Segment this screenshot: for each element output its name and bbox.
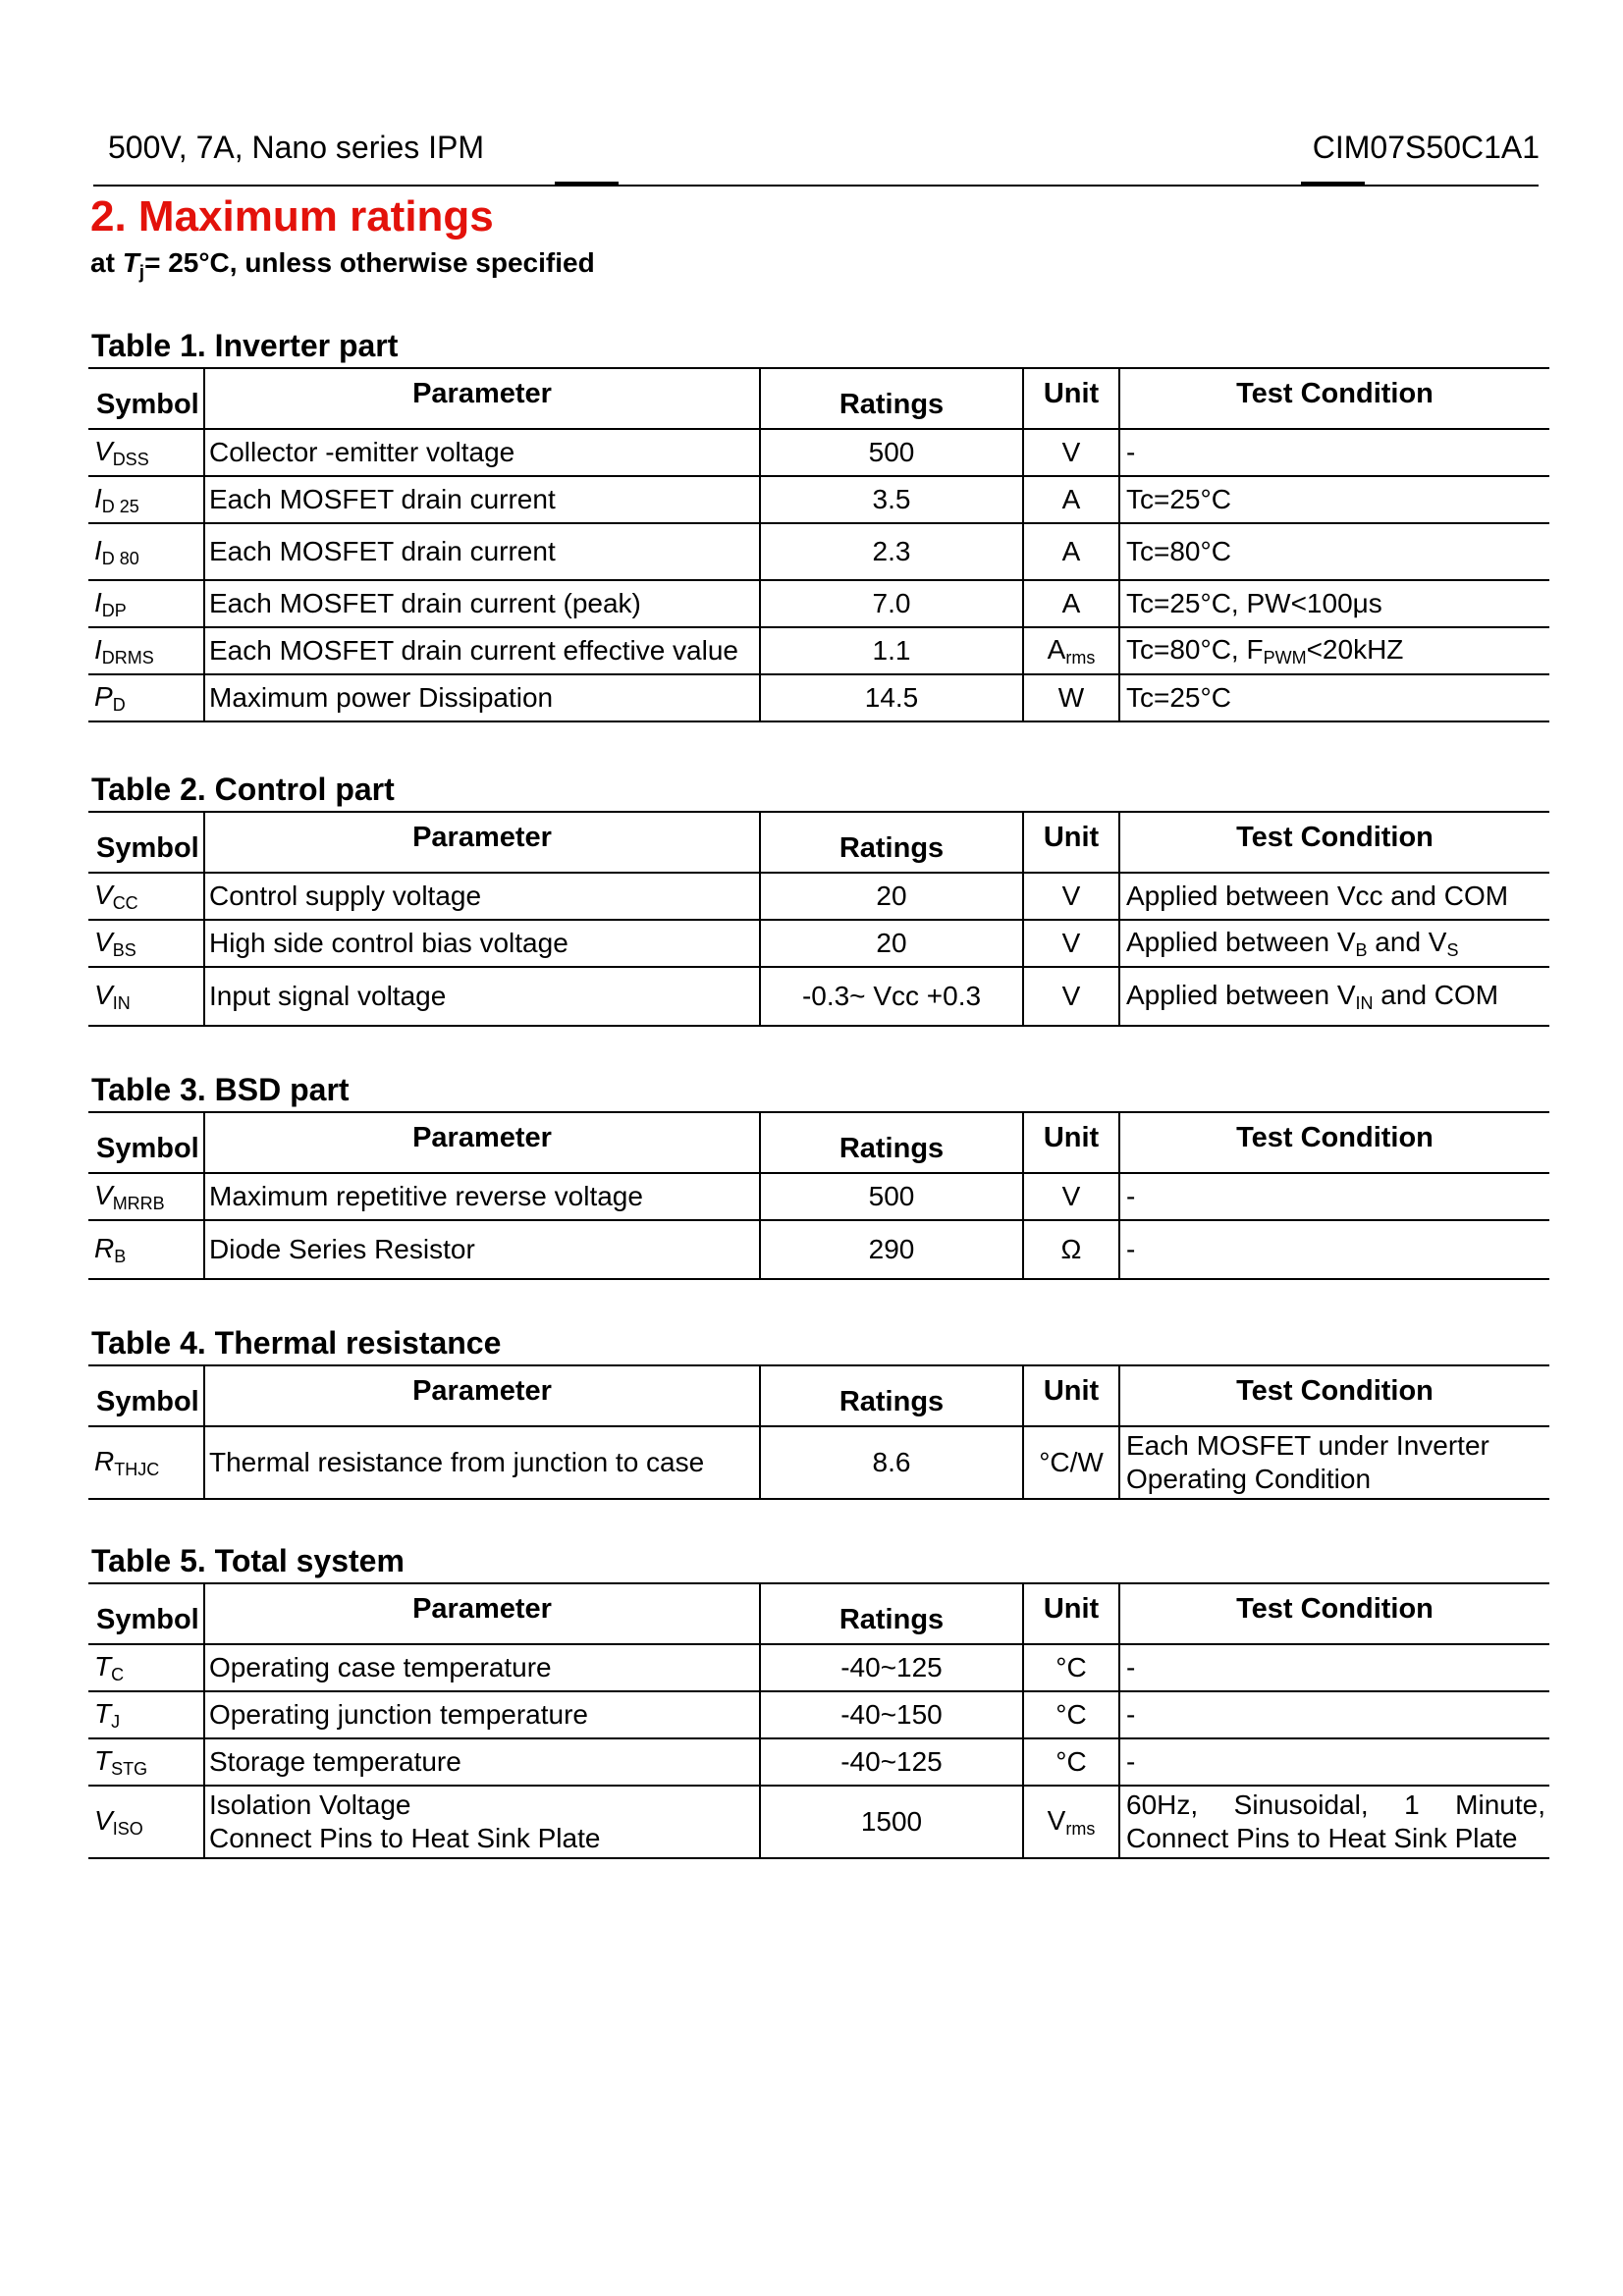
parameter-cell — [204, 674, 760, 721]
unit-text: A — [1061, 588, 1081, 619]
test-condition-subscript: B — [1355, 939, 1368, 960]
parameter-cell — [204, 1786, 760, 1858]
unit-text: Ω — [1060, 1234, 1082, 1265]
test-condition-text: 60Hz, Sinusoidal, 1 Minute, — [1126, 1789, 1545, 1821]
table-row — [88, 920, 1549, 967]
unit-text: °C — [1055, 1652, 1087, 1683]
ratings-cell: 2.3 — [760, 523, 1023, 580]
symbol-cell — [88, 873, 204, 920]
column-header-symbol: Symbol — [88, 1112, 204, 1173]
ratings-cell: -40~125 — [760, 1644, 1023, 1691]
unit-text: V — [1061, 881, 1081, 912]
test-condition-subscript: IN — [1355, 992, 1374, 1013]
symbol-subscript: ISO — [112, 1818, 143, 1839]
test-condition-cell — [1119, 1738, 1549, 1786]
unit-text: °C/W — [1039, 1447, 1104, 1478]
column-header-parameter: Parameter — [204, 368, 760, 429]
subtitle-text: = 25°C, unless otherwise specified — [144, 247, 595, 278]
ratings-cell: 500 — [760, 429, 1023, 476]
symbol-subscript: D — [112, 694, 126, 715]
parameter-cell — [204, 1691, 760, 1738]
parameter-text: Maximum repetitive reverse voltage — [209, 1181, 643, 1212]
parameter-cell — [204, 1426, 760, 1499]
ratings-cell: 20 — [760, 920, 1023, 967]
unit-text: W — [1057, 682, 1085, 714]
parameter-text: Isolation Voltage — [209, 1789, 411, 1821]
unit-text: V — [1061, 437, 1081, 468]
symbol-subscript: D 80 — [101, 548, 139, 568]
test-condition-text: Tc=25°C — [1126, 682, 1231, 714]
subtitle-prefix: at — [90, 247, 123, 278]
symbol-letter: V — [94, 1179, 113, 1210]
test-condition-text-line2: Connect Pins to Heat Sink Plate — [1126, 1823, 1518, 1853]
parameter-cell — [204, 967, 760, 1026]
symbol-letter: I — [94, 534, 102, 565]
test-condition-cell — [1119, 476, 1549, 523]
column-header-parameter: Parameter — [204, 812, 760, 873]
test-condition-text: Tc=25°C — [1126, 484, 1231, 515]
unit-cell — [1023, 1220, 1119, 1279]
column-header-ratings: Ratings — [760, 1365, 1023, 1426]
column-header-test-condition: Test Condition — [1119, 1365, 1549, 1426]
test-condition-text-post: and COM — [1373, 979, 1499, 1010]
parameter-text: Operating junction temperature — [209, 1699, 588, 1731]
symbol-letter: I — [94, 482, 102, 513]
test-condition-text-line2: Operating Condition — [1126, 1464, 1372, 1494]
parameter-cell — [204, 1644, 760, 1691]
symbol-letter: P — [94, 680, 113, 712]
unit-text: A — [1061, 536, 1081, 567]
symbol-cell — [88, 523, 204, 580]
symbol-cell — [88, 920, 204, 967]
unit-cell — [1023, 580, 1119, 627]
test-condition-cell — [1119, 1426, 1549, 1499]
test-condition-text: - — [1126, 1699, 1136, 1731]
column-header-unit: Unit — [1023, 1112, 1119, 1173]
column-header-test-condition: Test Condition — [1119, 368, 1549, 429]
symbol-subscript: STG — [111, 1758, 148, 1779]
column-header-ratings: Ratings — [760, 1112, 1023, 1173]
symbol-cell — [88, 967, 204, 1026]
test-condition-text: Tc=25°C, PW<100μs — [1126, 588, 1382, 619]
unit-cell — [1023, 873, 1119, 920]
parameter-text: Collector -emitter voltage — [209, 437, 515, 468]
test-condition-subscript: PWM — [1263, 647, 1307, 667]
test-condition-text: Tc=80°C, F — [1126, 633, 1264, 665]
section-subtitle — [90, 247, 595, 285]
test-condition-cell — [1119, 1786, 1549, 1858]
unit-text: V — [1061, 1181, 1081, 1212]
table-header-row — [88, 812, 1549, 873]
table-row — [88, 429, 1549, 476]
spec-table — [88, 1111, 1549, 1280]
symbol-cell — [88, 429, 204, 476]
section-title: 2. Maximum ratings — [90, 192, 494, 240]
parameter-cell — [204, 476, 760, 523]
parameter-text: Each MOSFET drain current (peak) — [209, 588, 641, 619]
spec-table — [88, 367, 1549, 722]
column-header-ratings: Ratings — [760, 368, 1023, 429]
header-rule — [93, 185, 1539, 187]
symbol-subscript: DP — [101, 600, 127, 620]
ratings-cell: 7.0 — [760, 580, 1023, 627]
test-condition-cell — [1119, 627, 1549, 674]
unit-cell — [1023, 1738, 1119, 1786]
table-header-row — [88, 1365, 1549, 1426]
unit-subscript: rms — [1065, 1818, 1096, 1839]
parameter-cell — [204, 429, 760, 476]
symbol-cell — [88, 1220, 204, 1279]
unit-cell — [1023, 1691, 1119, 1738]
symbol-subscript: DSS — [112, 449, 149, 469]
unit-cell — [1023, 476, 1119, 523]
spec-table — [88, 1582, 1549, 1859]
subtitle-subscript: j — [138, 262, 145, 284]
parameter-text: Diode Series Resistor — [209, 1234, 475, 1265]
parameter-cell — [204, 1738, 760, 1786]
ratings-cell: -40~125 — [760, 1738, 1023, 1786]
ratings-cell: 8.6 — [760, 1426, 1023, 1499]
symbol-cell — [88, 1644, 204, 1691]
ratings-cell: 14.5 — [760, 674, 1023, 721]
ratings-cell: 1500 — [760, 1786, 1023, 1858]
unit-text: °C — [1055, 1746, 1087, 1778]
unit-cell — [1023, 627, 1119, 674]
symbol-letter: V — [94, 979, 113, 1010]
table-row — [88, 627, 1549, 674]
unit-cell — [1023, 523, 1119, 580]
header-rule-accent — [555, 182, 619, 185]
test-condition-cell — [1119, 1644, 1549, 1691]
ratings-cell: 3.5 — [760, 476, 1023, 523]
symbol-cell — [88, 476, 204, 523]
test-condition-subscript: S — [1446, 939, 1459, 960]
table-row — [88, 1644, 1549, 1691]
test-condition-cell — [1119, 967, 1549, 1026]
table-title: Table 3. BSD part — [91, 1072, 350, 1107]
parameter-text: Thermal resistance from junction to case — [209, 1447, 705, 1478]
ratings-cell: 1.1 — [760, 627, 1023, 674]
table-row — [88, 1173, 1549, 1220]
test-condition-text: - — [1126, 437, 1136, 468]
symbol-subscript: DRMS — [101, 647, 154, 667]
header-product-title: 500V, 7A, Nano series IPM — [108, 130, 485, 165]
symbol-subscript: B — [114, 1246, 127, 1266]
symbol-cell — [88, 1426, 204, 1499]
test-condition-text-post: and V — [1367, 926, 1447, 957]
symbol-subscript: IN — [112, 992, 131, 1013]
ratings-cell: 290 — [760, 1220, 1023, 1279]
test-condition-text: - — [1126, 1234, 1136, 1265]
symbol-subscript: CC — [112, 892, 138, 913]
test-condition-cell — [1119, 1173, 1549, 1220]
parameter-text: Each MOSFET drain current — [209, 484, 556, 515]
table-row — [88, 1691, 1549, 1738]
unit-cell — [1023, 1644, 1119, 1691]
parameter-cell — [204, 873, 760, 920]
parameter-text: Each MOSFET drain current effective value — [209, 635, 738, 667]
subtitle-symbol: T — [122, 247, 139, 278]
table-row — [88, 580, 1549, 627]
symbol-letter: V — [94, 879, 113, 910]
table-row — [88, 1220, 1549, 1279]
unit-text: °C — [1055, 1699, 1087, 1731]
test-condition-cell — [1119, 1691, 1549, 1738]
unit-cell — [1023, 1426, 1119, 1499]
unit-cell — [1023, 1173, 1119, 1220]
parameter-cell — [204, 523, 760, 580]
unit-cell — [1023, 967, 1119, 1026]
unit-subscript: rms — [1065, 647, 1096, 667]
table-title: Table 4. Thermal resistance — [91, 1325, 502, 1361]
parameter-cell — [204, 1220, 760, 1279]
table-title: Table 5. Total system — [91, 1543, 405, 1578]
symbol-cell — [88, 627, 204, 674]
header-part-number: CIM07S50C1A1 — [1312, 130, 1540, 165]
test-condition-cell — [1119, 580, 1549, 627]
symbol-cell — [88, 580, 204, 627]
symbol-letter: R — [94, 1445, 115, 1476]
parameter-text: Operating case temperature — [209, 1652, 552, 1683]
symbol-subscript: J — [111, 1711, 121, 1732]
parameter-text: Input signal voltage — [209, 981, 447, 1012]
column-header-unit: Unit — [1023, 1365, 1119, 1426]
table-header-row — [88, 1112, 1549, 1173]
column-header-parameter: Parameter — [204, 1583, 760, 1644]
test-condition-text: - — [1126, 1746, 1136, 1778]
test-condition-cell — [1119, 429, 1549, 476]
test-condition-text: Applied between V — [1126, 979, 1356, 1010]
symbol-cell — [88, 674, 204, 721]
symbol-subscript: C — [111, 1664, 125, 1684]
parameter-text: Each MOSFET drain current — [209, 536, 556, 567]
column-header-symbol: Symbol — [88, 812, 204, 873]
ratings-cell: 20 — [760, 873, 1023, 920]
test-condition-cell — [1119, 920, 1549, 967]
unit-cell — [1023, 920, 1119, 967]
table-header-row — [88, 368, 1549, 429]
parameter-text: Maximum power Dissipation — [209, 682, 554, 714]
table-row — [88, 674, 1549, 721]
test-condition-cell — [1119, 873, 1549, 920]
parameter-text: Control supply voltage — [209, 881, 482, 912]
table-header-row — [88, 1583, 1549, 1644]
column-header-test-condition: Test Condition — [1119, 1112, 1549, 1173]
table-row — [88, 1786, 1549, 1858]
table-row — [88, 1426, 1549, 1499]
table-row — [88, 873, 1549, 920]
table-row — [88, 476, 1549, 523]
test-condition-text: Tc=80°C — [1126, 536, 1231, 567]
test-condition-text: Each MOSFET under Inverter — [1126, 1430, 1489, 1462]
parameter-text: Storage temperature — [209, 1746, 461, 1778]
symbol-letter: R — [94, 1232, 115, 1263]
unit-cell — [1023, 674, 1119, 721]
test-condition-cell — [1119, 523, 1549, 580]
symbol-subscript: THJC — [114, 1459, 160, 1479]
symbol-letter: V — [94, 926, 113, 957]
table-row — [88, 1738, 1549, 1786]
symbol-letter: T — [94, 1650, 112, 1682]
test-condition-text: Applied between Vcc and COM — [1126, 881, 1509, 912]
column-header-symbol: Symbol — [88, 1583, 204, 1644]
table-row — [88, 523, 1549, 580]
column-header-ratings: Ratings — [760, 812, 1023, 873]
spec-table — [88, 811, 1549, 1027]
symbol-cell — [88, 1691, 204, 1738]
ratings-cell: -0.3~ Vcc +0.3 — [760, 967, 1023, 1026]
symbol-letter: I — [94, 633, 102, 665]
column-header-unit: Unit — [1023, 1583, 1119, 1644]
table-title: Table 2. Control part — [91, 772, 395, 807]
symbol-cell — [88, 1786, 204, 1858]
parameter-cell — [204, 1173, 760, 1220]
parameter-cell — [204, 920, 760, 967]
symbol-subscript: BS — [112, 939, 136, 960]
symbol-letter: I — [94, 586, 102, 617]
test-condition-text: - — [1126, 1181, 1136, 1212]
parameter-text-line2: Connect Pins to Heat Sink Plate — [209, 1823, 601, 1853]
ratings-cell: 500 — [760, 1173, 1023, 1220]
symbol-cell — [88, 1738, 204, 1786]
test-condition-text-post: <20kHZ — [1306, 633, 1404, 665]
column-header-symbol: Symbol — [88, 1365, 204, 1426]
table-row — [88, 967, 1549, 1026]
unit-text: A — [1061, 484, 1081, 515]
symbol-letter: V — [94, 435, 113, 466]
unit-text: V — [1061, 981, 1081, 1012]
column-header-ratings: Ratings — [760, 1583, 1023, 1644]
parameter-text: High side control bias voltage — [209, 928, 568, 959]
unit-text: V — [1047, 1804, 1066, 1836]
symbol-subscript: MRRB — [112, 1193, 165, 1213]
ratings-cell: -40~150 — [760, 1691, 1023, 1738]
symbol-letter: V — [94, 1804, 113, 1836]
test-condition-text: - — [1126, 1652, 1136, 1683]
symbol-subscript: D 25 — [101, 496, 139, 516]
column-header-unit: Unit — [1023, 368, 1119, 429]
symbol-letter: T — [94, 1697, 112, 1729]
unit-text: V — [1061, 928, 1081, 959]
column-header-test-condition: Test Condition — [1119, 1583, 1549, 1644]
symbol-letter: T — [94, 1744, 112, 1776]
test-condition-text: Applied between V — [1126, 926, 1356, 957]
unit-cell — [1023, 1786, 1119, 1858]
parameter-cell — [204, 627, 760, 674]
unit-cell — [1023, 429, 1119, 476]
test-condition-cell — [1119, 1220, 1549, 1279]
column-header-parameter: Parameter — [204, 1112, 760, 1173]
column-header-test-condition: Test Condition — [1119, 812, 1549, 873]
unit-text: A — [1047, 633, 1066, 665]
column-header-parameter: Parameter — [204, 1365, 760, 1426]
table-title: Table 1. Inverter part — [91, 328, 399, 363]
parameter-cell — [204, 580, 760, 627]
symbol-cell — [88, 1173, 204, 1220]
column-header-unit: Unit — [1023, 812, 1119, 873]
header-rule-accent — [1301, 182, 1365, 185]
test-condition-cell — [1119, 674, 1549, 721]
spec-table — [88, 1364, 1549, 1500]
column-header-symbol: Symbol — [88, 368, 204, 429]
